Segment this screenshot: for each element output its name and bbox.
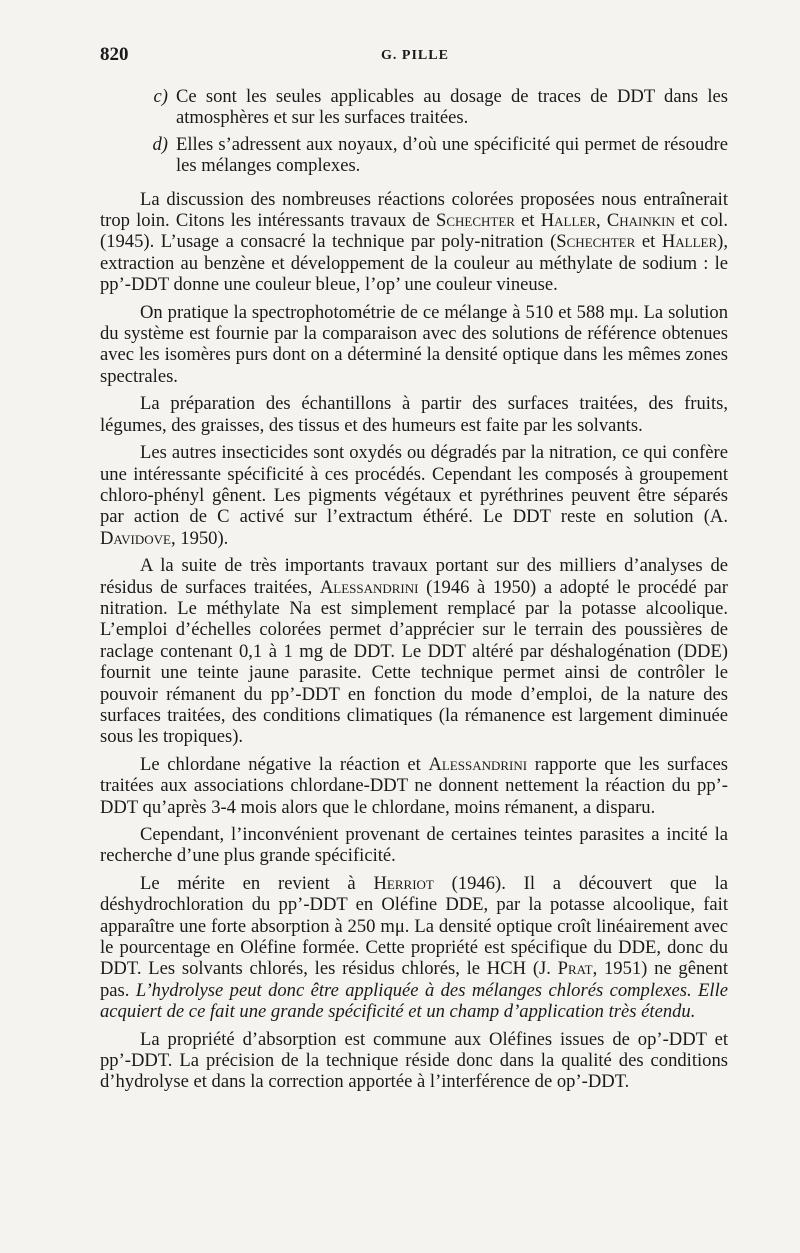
paragraph: La propriété d’absorption est commune aux Oléfines issues de op’-DDT et pp’-DDT. La précision de la technique réside donc dans la qualité des conditions d’hydrolyse et dans la correction apportée à l’interférence de op’-DDT. <box>100 1028 728 1093</box>
paragraph: Le chlordane négative la réaction et Alessandrini rapporte que les surfaces traitées aux associations chlordane-DDT ne donnent nettement la réaction du pp’-DDT qu’après 3-4 mois alors que le chlordane, moins rémanent, a disparu. <box>100 753 729 818</box>
paragraph: La discussion des nombreuses réactions colorées proposées nous entraînerait trop loin. Citons les intéressants travaux de Schechter et Haller, Chainkin et col. (1945). L’usage a consacré la technique par poly-nitration (Schechter et Haller), extraction au benzène et développement de la couleur au méthylate de sodium : le pp’-DDT donne une couleur bleue, l’op’ une couleur vineuse. <box>100 188 729 296</box>
list-text: Elles s’adressent aux noyaux, d’où une spécificité qui permet de résoudre les mélanges complexes. <box>176 133 728 177</box>
paragraph: On pratique la spectrophotométrie de ce mélange à 510 et 588 mμ. La solution du système est fournie par la comparaison avec des solutions de référence obtenues avec les isomères purs dont on a déterminé la densité optique dans les mêmes zones spectrales. <box>100 301 728 387</box>
list-item <box>100 134 728 177</box>
list-item <box>100 86 728 129</box>
author-name: Haller <box>540 210 597 232</box>
emphasis-text: L’hydrolyse peut donc être appliquée à des mélanges chlorés complexes. Elle acquiert de ce fait une grande spécificité et un champ d’application très étendu. <box>100 979 728 1023</box>
list-marker: c) <box>153 86 168 107</box>
running-title: G. PILLE <box>381 48 449 63</box>
list-text: Ce sont les seules applicables au dosage de traces de DDT dans les atmosphères et sur les surfaces traitées. <box>176 86 728 129</box>
author-name: Alessandrini <box>428 753 528 775</box>
paragraph: Les autres insecticides sont oxydés ou dégradés par la nitration, ce qui confère une intéressante spécificité à ces procédés. Cependant les composés à groupement chloro-phényl gênent. Les pigments végétaux et pyréthrines peuvent être séparés par action de C activé sur l’extractum éthéré. Le DDT reste en solution (A. Davidove, 1950). <box>100 442 728 549</box>
author-name: Haller <box>661 231 718 253</box>
paragraph: La préparation des échantillons à partir des surfaces traitées, des fruits, légumes, des graisses, des tissus et des humeurs est faite par les solvants. <box>100 393 728 436</box>
author-name: Davidove <box>100 527 171 549</box>
list-marker: d) <box>152 133 168 155</box>
author-name: Herriot <box>373 872 434 894</box>
author-name: Prat <box>557 958 593 980</box>
body-text <box>100 86 728 1099</box>
author-name: Schechter <box>556 231 636 253</box>
author-name: Alessandrini <box>319 576 419 598</box>
author-name: Schechter <box>436 210 515 232</box>
paragraph: Cependant, l’inconvénient provenant de certaines teintes parasites a incité la recherche d’une plus grande spécificité. <box>100 824 728 867</box>
paragraph: A la suite de très importants travaux portant sur des milliers d’analyses de résidus de surfaces traitées, Alessandrini (1946 à 1950) a adopté le procédé par nitration. Le méthylate Na est simplement remplacé par la potasse alcoolique. L’emploi d’échelles colorées permet d’apprécier sur le terrain des poussières de raclage contenant 0,1 à 1 mg de DDT. Le DDT altéré par déshalogénation (DDE) fournit une teinte jaune parasite. Cette technique permet ainsi de contrôler le pouvoir rémanent du pp’-DDT en fonction du mode d’emploi, de la nature des surfaces traitées, des conditions climatiques (la rémanence est largement diminuée sous les tropiques). <box>100 555 728 748</box>
paragraph: Le mérite en revient à Herriot (1946). Il a découvert que la déshydrochloration du pp’-DDT en Oléfine DDE, par la potasse alcoolique, fait apparaître une forte absorption à 250 mμ. La densité optique croît linéairement avec le pourcentage en Oléfine formée. Cette propriété est spécifique du DDE, donc du DDT. Les solvants chlorés, les résidus chlorés, le HCH (J. Prat, 1951) ne gênent pas. L’hydrolyse peut donc être appliquée à des mélanges chlorés complexes. Elle acquiert de ce fait une grande spécificité et un champ d’application très étendu. <box>100 872 728 1023</box>
page-number: 820 <box>100 44 129 65</box>
page-header <box>100 44 730 74</box>
author-name: Chainkin <box>606 210 675 232</box>
